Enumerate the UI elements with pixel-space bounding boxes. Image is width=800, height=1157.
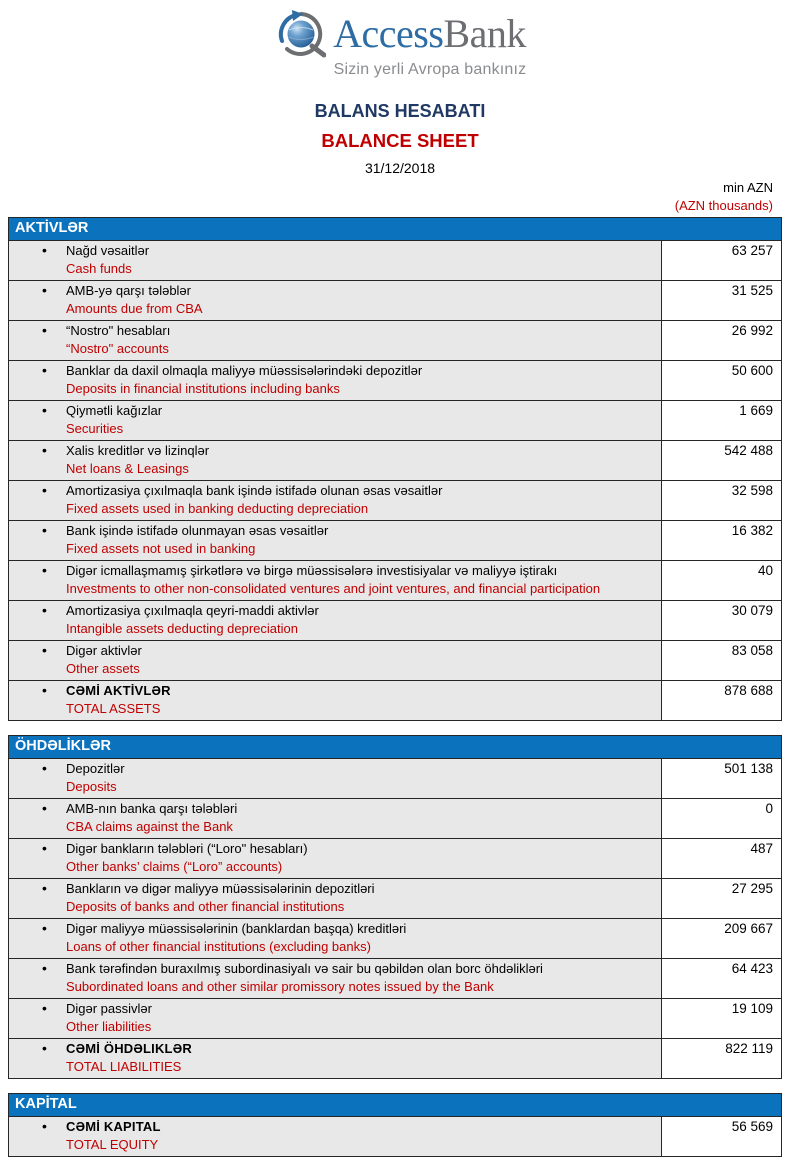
table-row bbox=[9, 481, 781, 521]
table-row bbox=[9, 799, 781, 839]
row-value: 27 295 bbox=[661, 879, 781, 918]
row-label-cell bbox=[9, 521, 661, 560]
row-label-en: Deposits in financial institutions including banks bbox=[66, 381, 340, 397]
row-label-az: AMB-yə qarşı tələblər bbox=[66, 283, 191, 299]
row-label-cell bbox=[9, 999, 661, 1038]
row-label-cell bbox=[9, 1117, 661, 1156]
bullet-icon: • bbox=[42, 482, 47, 499]
row-label-cell bbox=[9, 681, 661, 720]
row-value: 0 bbox=[661, 799, 781, 838]
row-label-cell bbox=[9, 361, 661, 400]
brand-wordmark bbox=[333, 12, 526, 56]
row-label-cell bbox=[9, 839, 661, 878]
row-label-en: Intangible assets deducting depreciation bbox=[66, 621, 298, 637]
row-value: 16 382 bbox=[661, 521, 781, 560]
table-row bbox=[9, 839, 781, 879]
row-label-en: TOTAL LIABILITIES bbox=[66, 1059, 182, 1075]
row-label-az: CƏMİ AKTİVLƏR bbox=[66, 683, 171, 699]
table-row bbox=[9, 441, 781, 481]
section-title: ÖHDƏLİKLƏR bbox=[15, 738, 111, 755]
section-header-assets bbox=[8, 217, 782, 241]
row-label-en: Fixed assets used in banking deducting depreciation bbox=[66, 501, 369, 517]
currency-units bbox=[0, 179, 800, 214]
section-liabilities bbox=[8, 735, 782, 1079]
row-label-en: Net loans & Leasings bbox=[66, 461, 189, 477]
row-label-cell bbox=[9, 1039, 661, 1078]
row-label-cell bbox=[9, 959, 661, 998]
row-label-az: Amortizasiya çıxılmaqla bank işində istifadə olunan əsas vəsaitlər bbox=[66, 483, 443, 499]
brand-bank-text: Bank bbox=[443, 11, 526, 56]
table-row bbox=[9, 879, 781, 919]
row-value: 64 423 bbox=[661, 959, 781, 998]
row-label-en: Loans of other financial institutions (excluding banks) bbox=[66, 939, 371, 955]
row-value: 1 669 bbox=[661, 401, 781, 440]
section-header-liabilities bbox=[8, 735, 782, 759]
table-row bbox=[9, 281, 781, 321]
row-label-cell bbox=[9, 401, 661, 440]
row-label-cell bbox=[9, 561, 661, 600]
row-label-en: Subordinated loans and other similar promissory notes issued by the Bank bbox=[66, 979, 494, 995]
section-assets bbox=[8, 217, 782, 721]
table-row bbox=[9, 401, 781, 441]
row-label-cell bbox=[9, 441, 661, 480]
row-label-en: Other liabilities bbox=[66, 1019, 152, 1035]
table-row bbox=[9, 1039, 781, 1078]
bullet-icon: • bbox=[42, 920, 47, 937]
row-value: 501 138 bbox=[661, 759, 781, 798]
row-label-en: Other banks’ claims (“Loro” accounts) bbox=[66, 859, 283, 875]
bullet-icon: • bbox=[42, 402, 47, 419]
row-label-az: CƏMİ ÖHDƏLIKLƏR bbox=[66, 1041, 192, 1057]
row-label-en: Amounts due from CBA bbox=[66, 301, 203, 317]
table-row bbox=[9, 641, 781, 681]
row-label-en: TOTAL EQUITY bbox=[66, 1137, 159, 1153]
bullet-icon: • bbox=[42, 1118, 47, 1135]
row-label-az: Bankların və digər maliyyə müəssisələrinin depozitləri bbox=[66, 881, 375, 897]
row-label-en: CBA claims against the Bank bbox=[66, 819, 233, 835]
bullet-icon: • bbox=[42, 522, 47, 539]
table-row bbox=[9, 241, 781, 281]
row-label-cell bbox=[9, 281, 661, 320]
table-row bbox=[9, 681, 781, 720]
document-title-az: BALANS HESABATI bbox=[314, 101, 486, 121]
balance-sections bbox=[8, 217, 782, 1157]
section-table bbox=[8, 1117, 782, 1157]
row-value: 31 525 bbox=[661, 281, 781, 320]
section-header-capital bbox=[8, 1093, 782, 1117]
document-header bbox=[0, 0, 800, 176]
row-label-az: Digər maliyyə müəssisələrinin (banklardan başqa) kreditləri bbox=[66, 921, 407, 937]
row-value: 32 598 bbox=[661, 481, 781, 520]
row-value: 878 688 bbox=[661, 681, 781, 720]
accessbank-logo bbox=[274, 8, 527, 79]
row-value: 40 bbox=[661, 561, 781, 600]
bullet-icon: • bbox=[42, 362, 47, 379]
table-row bbox=[9, 601, 781, 641]
row-value: 63 257 bbox=[661, 241, 781, 280]
table-row bbox=[9, 999, 781, 1039]
row-label-cell bbox=[9, 759, 661, 798]
bullet-icon: • bbox=[42, 1000, 47, 1017]
row-label-az: Banklar da daxil olmaqla maliyyə müəssisələrindəki depozitlər bbox=[66, 363, 423, 379]
row-label-az: Amortizasiya çıxılmaqla qeyri-maddi aktivlər bbox=[66, 603, 319, 619]
row-label-cell bbox=[9, 321, 661, 360]
row-label-az: Depozitlər bbox=[66, 761, 125, 777]
row-value: 822 119 bbox=[661, 1039, 781, 1078]
row-value: 26 992 bbox=[661, 321, 781, 360]
row-label-cell bbox=[9, 879, 661, 918]
brand-tagline: Sizin yerli Avropa bankınız bbox=[333, 61, 527, 78]
table-row bbox=[9, 361, 781, 401]
row-label-cell bbox=[9, 481, 661, 520]
table-row bbox=[9, 919, 781, 959]
row-label-az: “Nostro" hesabları bbox=[66, 323, 171, 339]
row-label-en: Cash funds bbox=[66, 261, 132, 277]
row-label-az: Qiymətli kağızlar bbox=[66, 403, 163, 419]
bullet-icon: • bbox=[42, 682, 47, 699]
table-row bbox=[9, 521, 781, 561]
row-label-az: Digər aktivlər bbox=[66, 643, 142, 659]
row-label-az: Bank tərəfindən buraxılmış subordinasiyalı və sair bu qəbildən olan borc öhdəlikləri bbox=[66, 961, 543, 977]
row-value: 19 109 bbox=[661, 999, 781, 1038]
row-label-az: Digər bankların tələbləri (“Loro" hesabları) bbox=[66, 841, 308, 857]
bullet-icon: • bbox=[42, 960, 47, 977]
bullet-icon: • bbox=[42, 282, 47, 299]
row-value: 542 488 bbox=[661, 441, 781, 480]
row-label-az: Xalis kreditlər və lizinqlər bbox=[66, 443, 210, 459]
row-label-en: Investments to other non-consolidated ventures and joint ventures, and financial participation bbox=[66, 581, 601, 597]
row-label-az: Bank işində istifadə olunmayan əsas vəsaitlər bbox=[66, 523, 329, 539]
bullet-icon: • bbox=[42, 880, 47, 897]
bullet-icon: • bbox=[42, 1040, 47, 1057]
row-label-az: Digər icmallaşmamış şirkətlərə və birgə müəssisələrə investisiyalar və maliyyə iştirakı bbox=[66, 563, 558, 579]
bullet-icon: • bbox=[42, 322, 47, 339]
table-row bbox=[9, 959, 781, 999]
unit-label-az: min AZN bbox=[723, 180, 773, 195]
row-label-az: Digər passivlər bbox=[66, 1001, 152, 1017]
table-row bbox=[9, 1117, 781, 1156]
bullet-icon: • bbox=[42, 602, 47, 619]
row-value: 50 600 bbox=[661, 361, 781, 400]
section-table bbox=[8, 241, 782, 721]
row-value: 83 058 bbox=[661, 641, 781, 680]
bullet-icon: • bbox=[42, 840, 47, 857]
section-table bbox=[8, 759, 782, 1079]
row-label-az: CƏMİ KAPITAL bbox=[66, 1119, 161, 1135]
bullet-icon: • bbox=[42, 760, 47, 777]
row-label-en: Securities bbox=[66, 421, 124, 437]
row-value: 30 079 bbox=[661, 601, 781, 640]
row-label-cell bbox=[9, 799, 661, 838]
row-label-en: Fixed assets not used in banking bbox=[66, 541, 256, 557]
table-row bbox=[9, 561, 781, 601]
row-label-en: TOTAL ASSETS bbox=[66, 701, 161, 717]
row-label-en: “Nostro" accounts bbox=[66, 341, 169, 357]
row-label-cell bbox=[9, 241, 661, 280]
row-label-en: Other assets bbox=[66, 661, 140, 677]
row-label-en: Deposits of banks and other financial institutions bbox=[66, 899, 345, 915]
row-value: 56 569 bbox=[661, 1117, 781, 1156]
row-label-cell bbox=[9, 641, 661, 680]
row-label-cell bbox=[9, 601, 661, 640]
globe-logo-icon bbox=[274, 8, 326, 60]
table-row bbox=[9, 759, 781, 799]
bullet-icon: • bbox=[42, 442, 47, 459]
bullet-icon: • bbox=[42, 800, 47, 817]
row-label-az: AMB-nın banka qarşı tələbləri bbox=[66, 801, 238, 817]
row-value: 487 bbox=[661, 839, 781, 878]
table-row bbox=[9, 321, 781, 361]
row-label-en: Deposits bbox=[66, 779, 117, 795]
section-title: KAPİTAL bbox=[15, 1096, 77, 1113]
report-date: 31/12/2018 bbox=[364, 160, 436, 176]
row-label-cell bbox=[9, 919, 661, 958]
bullet-icon: • bbox=[42, 562, 47, 579]
section-capital bbox=[8, 1093, 782, 1157]
document-title-en: BALANCE SHEET bbox=[321, 130, 479, 151]
row-value: 209 667 bbox=[661, 919, 781, 958]
unit-label-en: (AZN thousands) bbox=[674, 197, 773, 213]
bullet-icon: • bbox=[42, 642, 47, 659]
bullet-icon: • bbox=[42, 242, 47, 259]
brand-access-text: Access bbox=[333, 11, 444, 56]
section-title: AKTİVLƏR bbox=[15, 220, 89, 237]
row-label-az: Nağd vəsaitlər bbox=[66, 243, 150, 259]
